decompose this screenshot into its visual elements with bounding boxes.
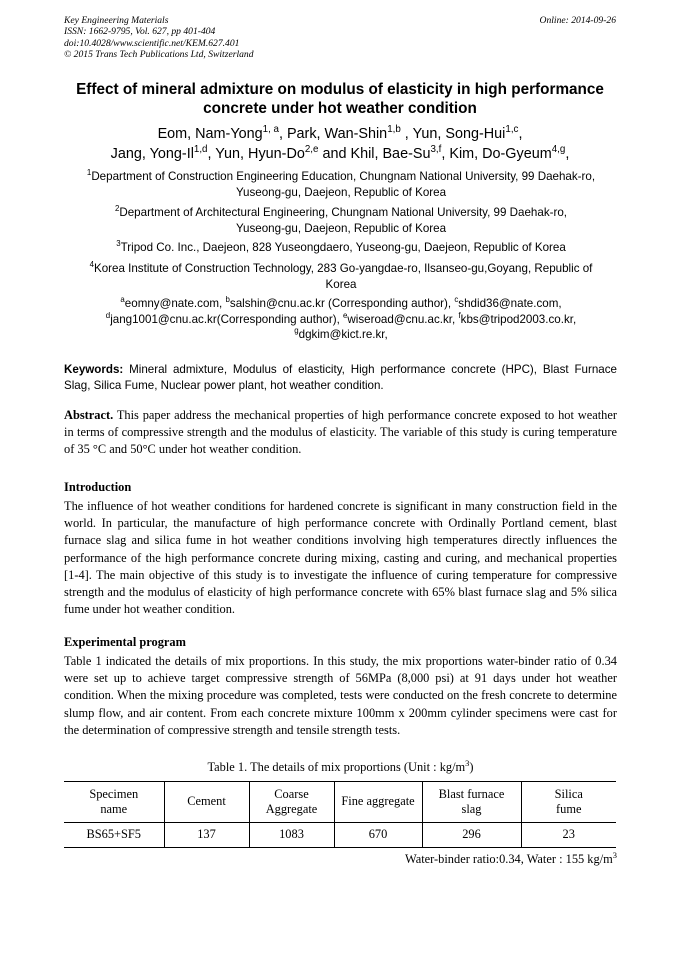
email-c: shdid36@nate.com,	[458, 297, 562, 310]
email-d: jang1001@cnu.ac.kr(Corresponding author),	[110, 312, 340, 326]
author-name: Khil, Bae-Su	[350, 146, 431, 162]
email-g: dgkim@kict.re.kr,	[298, 328, 388, 341]
author-sep: ,	[207, 146, 216, 162]
affiliation-3	[62, 240, 620, 256]
email-sup: f	[458, 310, 461, 320]
abstract-text: This paper address the mechanical properties of high performance concrete exposed to hot weather in terms of compressive strength and the modulus of elasticity. The variable of this study is curing temperature of 35 °C and 50°C under hot weather condition.	[64, 408, 617, 457]
copyright-line: © 2015 Trans Tech Publications Ltd, Switzerland	[64, 48, 254, 60]
affiliation-4	[62, 261, 620, 292]
affiliation-1	[62, 169, 620, 200]
table-header-row	[64, 782, 616, 823]
email-sup: c	[454, 295, 459, 305]
title-line-1: Effect of mineral admixture on modulus of elasticity in high performance	[76, 81, 604, 98]
keywords-label: Keywords:	[64, 363, 124, 376]
author-name: Yun, Hyun-Do	[215, 146, 305, 162]
mix-proportions-table	[64, 781, 616, 848]
author-sep: ,	[400, 126, 413, 142]
author-name: Eom, Nam-Yong	[157, 126, 263, 142]
table-cell: 137	[164, 823, 249, 848]
table-cell: 296	[422, 823, 521, 848]
author-name: Jang, Yong-Il	[110, 146, 194, 162]
author-sup: 1,c	[505, 124, 519, 136]
experimental-heading: Experimental program	[64, 635, 186, 649]
table-caption-sup: 3	[465, 757, 470, 768]
table-header: Fine aggregate	[334, 782, 422, 823]
paper-title	[40, 80, 640, 118]
abstract	[64, 407, 617, 459]
author-sup: 1,b	[387, 124, 401, 136]
online-date: Online: 2014-09-26	[539, 15, 616, 26]
table-caption	[64, 759, 617, 775]
table-cell: 1083	[249, 823, 334, 848]
affiliation-text: Department of Architectural Engineering, Chungnam National University, 99 Daehak-ro,	[119, 206, 568, 219]
affiliation-text: Tripod Co. Inc., Daejeon, 828 Yuseongdaero, Yuseong-gu, Daejeon, Republic of Korea	[120, 241, 566, 254]
table-note-text: Water-binder ratio:0.34, Water : 155 kg/m	[405, 852, 613, 866]
keywords-text: Mineral admixture, Modulus of elasticity, High performance concrete (HPC), Blast Furnace Slag, Silica Fume, Nuclear power plant, hot weather condition.	[64, 363, 617, 392]
email-sup: g	[294, 326, 299, 336]
author-sup: 2,e	[304, 144, 319, 156]
email-b: salshin@cnu.ac.kr (Corresponding author),	[229, 297, 452, 310]
affiliation-2	[62, 205, 620, 236]
table-header: Silica fume	[521, 782, 616, 823]
email-list	[62, 296, 620, 343]
table-header: Coarse Aggregate	[249, 782, 334, 823]
journal-name: Key Engineering Materials	[64, 15, 169, 26]
author-line-2	[40, 144, 640, 164]
table-caption-text: Table 1. The details of mix proportions (Unit : kg/m	[207, 760, 466, 774]
email-sup: d	[105, 310, 111, 320]
table-cell: BS65+SF5	[64, 823, 164, 848]
affiliation-sup: 3	[116, 239, 121, 249]
author-sep: ,	[441, 146, 450, 162]
table-header: Blast furnace slag	[422, 782, 521, 823]
affiliation-text: Department of Construction Engineering Education, Chungnam National University, 99 Daehak-ro,	[91, 170, 596, 183]
affiliation-text: Yuseong-gu, Daejeon, Republic of Korea	[235, 185, 447, 199]
table-caption-end: )	[469, 760, 474, 774]
table-header: Cement	[164, 782, 249, 823]
table-header: Specimen name	[64, 782, 164, 823]
table-row	[64, 823, 616, 848]
abstract-label: Abstract.	[64, 408, 114, 422]
author-sup: 4,g	[551, 144, 566, 156]
email-sup: e	[343, 310, 348, 320]
affiliation-sup: 2	[114, 204, 120, 214]
author-sup: 1,d	[193, 144, 208, 156]
author-name: Yun, Song-Hui	[412, 126, 506, 142]
keywords	[64, 362, 617, 394]
experimental-text: Table 1 indicated the details of mix proportions. In this study, the mix proportions water-binder ratio of 0.34 were set up to achieve target compressive strength of 56MPa (8,000 psi) at 91 days under hot weather condition. When the mixing procedure was completed, tests were conducted on the fresh concrete to determine slump flow, and air content. From each concrete mixture 100mm x 200mm cylinder specimens were cast for the determination of compressive strength and tensile strength tests.	[64, 654, 617, 737]
author-sep: ,	[565, 146, 570, 162]
email-a: eomny@nate.com,	[124, 297, 223, 310]
author-sup: 3,f	[430, 144, 442, 156]
email-sup: b	[225, 295, 230, 305]
table-note	[64, 851, 617, 867]
journal-header	[64, 15, 616, 60]
email-e: wiseroad@cnu.ac.kr,	[347, 312, 456, 326]
introduction-text: The influence of hot weather conditions for hardened concrete is significant in many construction field in the world. In particular, the manufacture of high performance concrete with Ordinally Portland cement, blast furnace slag and silica fume in hot weather conditions involving high temperatures directly influences the performance of the high performance concrete during mixing, casting and curing, and mechanical properties [1-4]. The main objective of this study is to investigate the influence of curing temperature for compressive strength and the modulus of elasticity of high performance concrete with 65% blast furnace slag and 5% silica fume under hot weather condition.	[64, 499, 617, 617]
author-sep: ,	[518, 126, 523, 142]
author-sup: 1, a	[262, 124, 279, 136]
introduction-heading: Introduction	[64, 480, 132, 494]
affiliation-text: Yuseong-gu, Daejeon, Republic of Korea	[235, 221, 447, 235]
table-cell: 670	[334, 823, 422, 848]
email-sup: a	[120, 295, 125, 305]
affiliation-text: Korea Institute of Construction Technology, 283 Go-yangdae-ro, Ilsanseo-gu,Goyang, Republic of	[93, 262, 593, 275]
author-sep: ,	[278, 126, 287, 142]
title-line-2: concrete under hot weather condition	[203, 100, 477, 117]
author-line-1	[40, 124, 640, 144]
table-note-sup: 3	[612, 849, 617, 860]
author-list	[40, 124, 640, 164]
email-f: kbs@tripod2003.co.kr,	[460, 312, 577, 326]
author-sep: and	[318, 146, 351, 162]
doi-line: doi:10.4028/www.scientific.net/KEM.627.401	[64, 37, 240, 49]
author-name: Park, Wan-Shin	[286, 126, 388, 142]
affiliation-sup: 4	[89, 260, 94, 270]
issn-line: ISSN: 1662-9795, Vol. 627, pp 401-404	[64, 26, 216, 38]
table-cell: 23	[521, 823, 616, 848]
author-name: Kim, Do-Gyeum	[449, 146, 552, 162]
affiliation-sup: 1	[86, 168, 92, 178]
affiliation-text: Korea	[325, 277, 357, 291]
